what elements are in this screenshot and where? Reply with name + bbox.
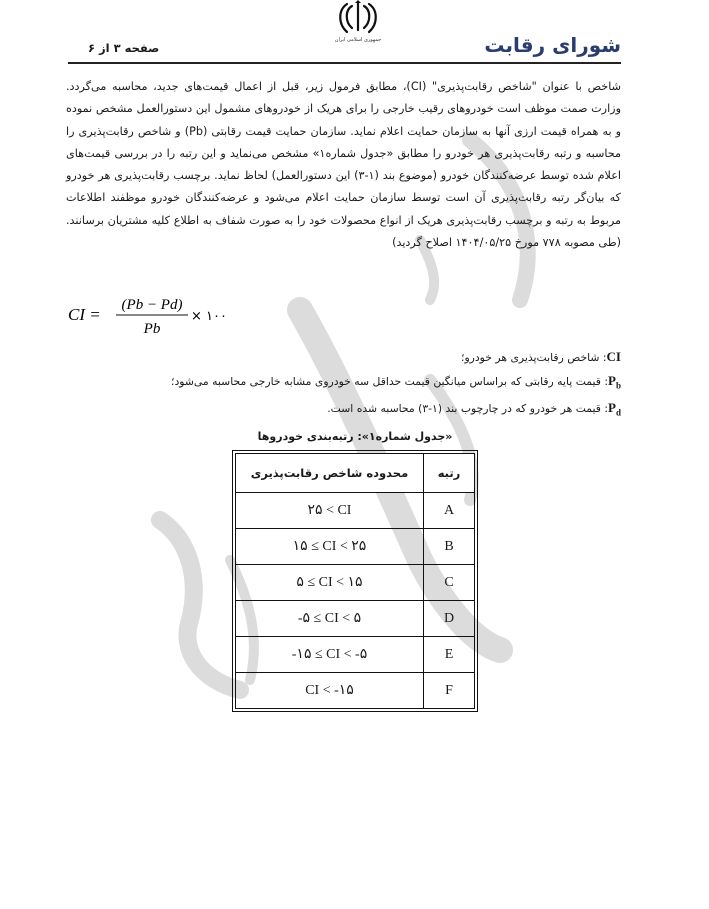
grade-cell: B bbox=[424, 529, 475, 565]
range-cell: ۵ ≤ CI < ۱۵ bbox=[236, 565, 424, 601]
table-caption: «جدول شماره۱»: رتبه‌بندی خودروها bbox=[257, 430, 453, 443]
range-cell: ۱۵ ≤ CI < ۲۵ bbox=[236, 529, 424, 565]
formula-numerator: (Pb − Pd) bbox=[121, 297, 183, 313]
range-cell: -۵ ≤ CI < ۵ bbox=[236, 601, 424, 637]
grade-cell: F bbox=[424, 673, 475, 709]
table-row bbox=[236, 565, 475, 601]
formula-graphic bbox=[66, 292, 226, 342]
header-range: محدوده شاخص رقابت‌پذیری bbox=[236, 454, 424, 493]
definition-term: P bbox=[608, 399, 616, 415]
range-cell: ۲۵ < CI bbox=[236, 493, 424, 529]
range-cell: -۱۵ ≤ CI < -۵ bbox=[236, 637, 424, 673]
definition-item bbox=[61, 346, 621, 370]
definition-item bbox=[61, 397, 621, 424]
emblem-caption: جمهوری اسلامی ایران bbox=[334, 37, 382, 43]
grade-cell: E bbox=[424, 637, 475, 673]
definition-term: CI bbox=[606, 349, 621, 364]
grade-cell: C bbox=[424, 565, 475, 601]
table-row bbox=[236, 637, 475, 673]
formula-denominator: Pb bbox=[143, 321, 161, 337]
variable-definitions bbox=[61, 346, 621, 424]
ci-formula bbox=[66, 292, 226, 342]
definition-text: : شاخص رقابت‌پذیری هر خودرو؛ bbox=[461, 351, 607, 364]
range-cell: CI < -۱۵ bbox=[236, 673, 424, 709]
formula-multiplier: × ۱۰۰ bbox=[191, 309, 226, 324]
grade-cell: D bbox=[424, 601, 475, 637]
table-row bbox=[236, 493, 475, 529]
header-grade: رتبه bbox=[424, 454, 475, 493]
formula-lhs: CI = bbox=[68, 305, 101, 324]
table-header-row bbox=[236, 454, 475, 493]
definition-subscript: b bbox=[615, 380, 621, 391]
body-paragraph: شاخص با عنوان "شاخص رقابت‌پذیری" (CI)، مطابق فرمول زیر، قبل از اعمال قیمت‌های جدید، محاسبه می‌گردد. وزارت صمت موظف است خودروهای رقیب خارجی را برای هریک از خودروهای مشمول این دستورالعمل مشخص نموده و به همراه قیمت ارزی آنها به سازمان حمایت اعلام نماید. سازمان حمایت قیمت رقابتی (Pb) و شاخص رقابت‌پذیری را محاسبه و رتبه رقابت‌پذیری هر خودرو را مطابق «جدول شماره۱» مشخص می‌نماید و این رتبه را در بررسی قیمت‌های اعلام شده توسط عرضه‌کنندگان خودرو (موضوع بند (۱-۳) این دستورالعمل) لحاظ نماید. برچسب رقابت‌پذیری هر خودرو که بیان‌گر رتبه رقابت‌پذیری آن است توسط سازمان حمایت اعلام می‌شود و عرضه‌کنندگان خودرو موظفند اطلاعات مربوط به رتبه و برچسب رقابت‌پذیری هریک از انواع محصولات خود را به صورت شفاف به اطلاع کلیه مشتریان برسانند. (طی مصوبه ۷۷۸ مورخ ۱۴۰۴/۰۵/۲۵ اصلاح گردید) bbox=[66, 80, 621, 250]
definition-subscript: d bbox=[615, 407, 621, 418]
definition-text: : قیمت پایه رقابتی که براساس میانگین قیمت حداقل سه خودروی مشابه خارجی محاسبه می‌شود؛ bbox=[171, 374, 609, 388]
table-row bbox=[236, 673, 475, 709]
table-row bbox=[236, 601, 475, 637]
definition-item bbox=[61, 370, 621, 397]
organization-title: شورای رقابت bbox=[484, 33, 621, 57]
page-number: صفحه ۳ از ۶ bbox=[88, 41, 160, 55]
ranking-table bbox=[235, 453, 475, 709]
grade-cell: A bbox=[424, 493, 475, 529]
table-row bbox=[236, 529, 475, 565]
header-divider bbox=[68, 62, 621, 64]
iran-emblem-icon bbox=[335, 0, 381, 36]
definition-text: : قیمت هر خودرو که در چارچوب بند (۱-۳) محاسبه شده است. bbox=[327, 401, 609, 415]
definition-term: P bbox=[608, 372, 616, 388]
